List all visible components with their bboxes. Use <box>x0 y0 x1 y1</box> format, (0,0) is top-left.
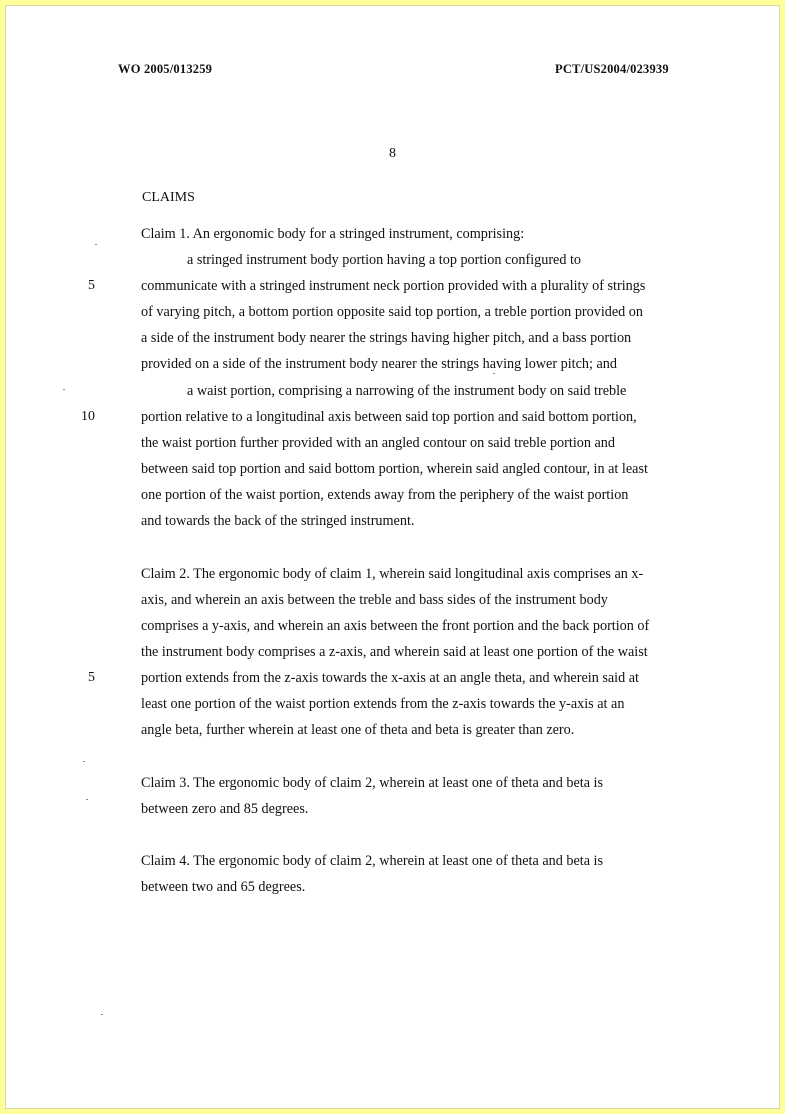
claim-line: and towards the back of the stringed instrument. <box>141 513 415 529</box>
scan-speck <box>101 1014 103 1015</box>
claim-line: a side of the instrument body nearer the strings having higher pitch, and a bass portion <box>141 330 632 346</box>
claim-line: axis, and wherein an axis between the treble and bass sides of the instrument body <box>141 592 608 608</box>
claim-line: Claim 3. The ergonomic body of claim 2, wherein at least one of theta and beta is <box>141 775 604 791</box>
claim-line: the instrument body comprises a z-axis, and wherein said at least one portion of the waist <box>141 644 648 660</box>
page-number: 8 <box>389 146 396 161</box>
margin-line-number: 5 <box>88 670 95 685</box>
scan-speck <box>95 244 97 245</box>
claim-line: the waist portion further provided with an angled contour on said treble portion and <box>141 435 615 451</box>
claim-line: Claim 2. The ergonomic body of claim 1, wherein said longitudinal axis comprises an x- <box>141 566 644 582</box>
claim-line: portion extends from the z-axis towards the x-axis at an angle theta, and wherein said at <box>141 670 639 686</box>
scan-speck <box>83 761 85 762</box>
claim-line: one portion of the waist portion, extends away from the periphery of the waist portion <box>141 487 629 503</box>
margin-line-number: 10 <box>81 409 95 424</box>
claim-line: a waist portion, comprising a narrowing of the instrument body on said treble <box>187 383 627 399</box>
document-page <box>5 5 780 1109</box>
claim-line: angle beta, further wherein at least one of theta and beta is greater than zero. <box>141 722 575 738</box>
claim-line: between said top portion and said bottom portion, wherein said angled contour, in at least <box>141 461 648 477</box>
claim-line: a stringed instrument body portion having a top portion configured to <box>187 252 582 268</box>
claim-line: provided on a side of the instrument body nearer the strings having lower pitch; and <box>141 356 617 372</box>
claim-line: least one portion of the waist portion extends from the z-axis towards the y-axis at an <box>141 696 625 712</box>
scan-speck <box>86 799 88 800</box>
claim-line: between zero and 85 degrees. <box>141 801 309 817</box>
claim-line: Claim 4. The ergonomic body of claim 2, wherein at least one of theta and beta is <box>141 853 604 869</box>
claim-line: communicate with a stringed instrument neck portion provided with a plurality of strings <box>141 278 646 294</box>
scan-speck <box>63 389 65 390</box>
application-number: PCT/US2004/023939 <box>555 62 669 76</box>
claim-line: Claim 1. An ergonomic body for a stringed instrument, comprising: <box>141 226 525 242</box>
publication-number: WO 2005/013259 <box>118 62 213 76</box>
claims-heading: CLAIMS <box>142 190 195 205</box>
scan-speck <box>493 373 495 374</box>
claim-line: of varying pitch, a bottom portion opposite said top portion, a treble portion provided on <box>141 304 643 320</box>
margin-line-number: 5 <box>88 278 95 293</box>
claim-line: comprises a y-axis, and wherein an axis between the front portion and the back portion of <box>141 618 650 634</box>
claim-line: between two and 65 degrees. <box>141 879 306 895</box>
claim-line: portion relative to a longitudinal axis between said top portion and said bottom portion, <box>141 409 637 425</box>
